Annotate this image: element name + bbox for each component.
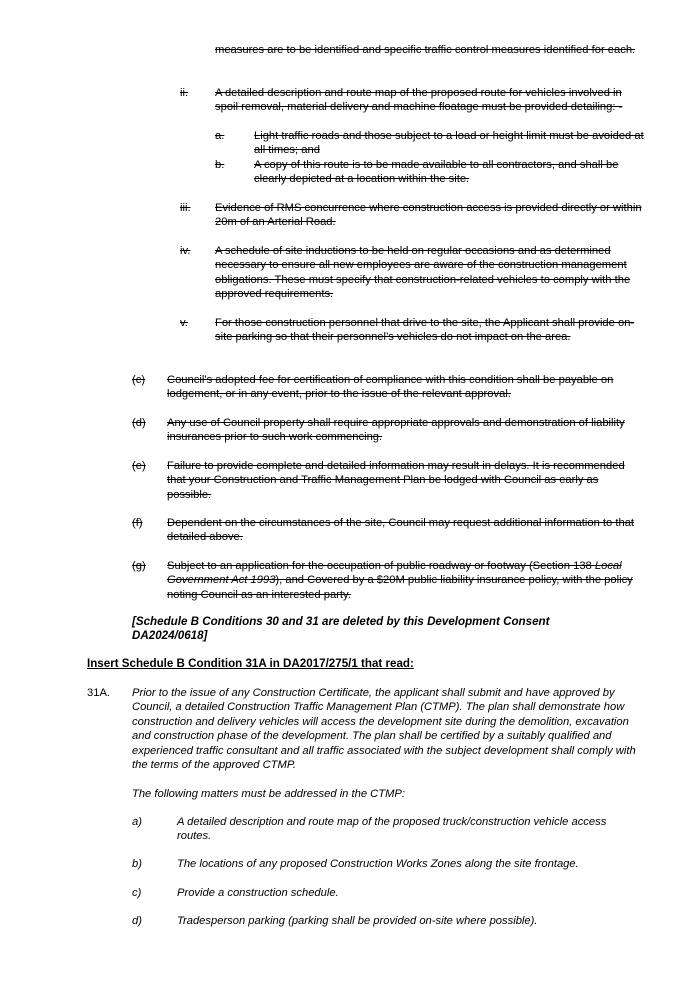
letter-item-g-number: (g) — [132, 560, 146, 572]
insert-condition-heading: Insert Schedule B Condition 31A in DA2017/275/1 that read: — [87, 657, 414, 670]
item-g-text-before: Subject to an application for the occupation of public roadway or footway (Section 138 — [167, 560, 595, 572]
roman-item-iv-text: A schedule of site inductions to be held on regular occasions and as determined necessary to ensure all new employees are aware of the construction management obligations. These must specify that construction-related vehicles to comply with the approved requirements. — [215, 245, 631, 301]
roman-item-v-text: For those construction personnel that drive to the site, the Applicant shall provide on-site parking so that their personnel’s vehicles do not impact on the area. — [215, 317, 635, 344]
condition-31a-text: Prior to the issue of any Construction Certificate, the applicant shall submit and have approved by Council, a detailed Construction Traffic Management Plan (CTMP). The plan shall demonstrate how construction and delivery vehicles will access the development site during the demolition, excavation and construction phase of the development. The plan shall be certified by a suitably qualified and experienced traffic consultant and all traffic associated with the subject development shall comply with the terms of the approved CTMP. — [132, 687, 636, 772]
roman-item-v-number: v. — [180, 317, 188, 329]
letter-item-e-number: (e) — [132, 460, 146, 472]
ctmp-matter-a-number: a) — [132, 816, 142, 828]
schedule-deletion-note: [Schedule B Conditions 30 and 31 are deleted by this Development Consent DA2024/0618] — [132, 615, 550, 643]
ctmp-matters-intro: The following matters must be addressed in the CTMP: — [132, 788, 405, 800]
roman-item-iii-number: iii. — [180, 202, 191, 214]
letter-item-e-text: Failure to provide complete and detailed information may result in delays. It is recommended that your Construction and Traffic Management Plan be lodged with Council as early as possible. — [167, 460, 625, 501]
ctmp-matter-b-number: b) — [132, 858, 142, 870]
ctmp-matter-a-text: A detailed description and route map of the proposed truck/construction vehicle access routes. — [177, 816, 607, 843]
letter-item-d-number: (d) — [132, 417, 146, 429]
ctmp-matter-d-number: d) — [132, 915, 142, 927]
item-g-act-name: Local Government Act 1993 — [167, 560, 622, 587]
item-g-text-after: ), and Covered by a $20M public liability insurance policy, with the policy noting Council as an interested party. — [167, 574, 633, 601]
letter-item-f-text: Dependent on the circumstances of the site, Council may request additional information to that detailed above. — [167, 517, 635, 544]
condition-31a-number: 31A. — [87, 687, 111, 699]
ctmp-matter-b-text: The locations of any proposed Construction Works Zones along the site frontage. — [177, 858, 579, 870]
ctmp-matter-d-text: Tradesperson parking (parking shall be provided on-site where possible). — [177, 915, 538, 927]
letter-item-c-text: Council’s adopted fee for certification of compliance with this condition shall be payable on lodgement, or in any event, prior to the issue of the relevant approval. — [167, 374, 614, 401]
roman-item-ii-number: ii. — [180, 87, 189, 99]
letter-item-d-text: Any use of Council property shall require appropriate approvals and demonstration of liability insurances prior to such work commencing. — [167, 417, 625, 444]
top-continuation-text: measures are to be identified and specific traffic control measures identified for each. — [215, 44, 636, 56]
ctmp-matter-c-number: c) — [132, 887, 142, 899]
letter-item-f-number: (f) — [132, 517, 143, 529]
alpha-subitem-a-text: Light traffic roads and those subject to a load or height limit must be avoided at all times; and — [254, 130, 644, 157]
alpha-subitem-b-text: A copy of this route is to be made available to all contractors, and shall be clearly depicted at a location within the site. — [254, 159, 619, 186]
roman-item-iii-text: Evidence of RMS concurrence where construction access is provided directly or within 20m of an Arterial Road. — [215, 202, 642, 229]
letter-item-g-text — [167, 559, 645, 602]
alpha-subitem-a-number: a. — [215, 130, 225, 142]
roman-item-ii-text: A detailed description and route map of the proposed route for vehicles involved in spoil removal, material delivery and machine floatage must be provided detailing: - — [215, 87, 623, 114]
ctmp-matter-c-text: Provide a construction schedule. — [177, 887, 339, 899]
roman-item-iv-number: iv. — [180, 245, 191, 257]
alpha-subitem-b-number: b. — [215, 159, 225, 171]
letter-item-c-number: (c) — [132, 374, 146, 386]
